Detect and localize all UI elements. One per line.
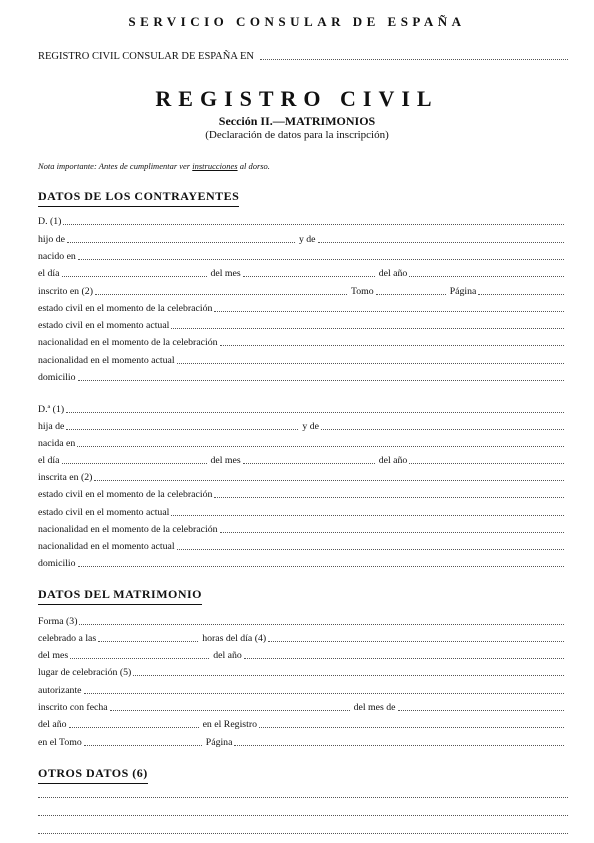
groom-status-celebration-label: estado civil en el momento de la celebración [38,303,213,314]
page-subtitle: (Declaración de datos para la inscripción) [205,129,389,141]
important-note [38,161,270,171]
groom-month-field[interactable] [243,275,375,277]
consular-registry-label: REGISTRO CIVIL CONSULAR DE ESPAÑA EN [38,51,254,62]
bride-status-current-field[interactable] [171,514,564,516]
section-title: Sección II.—MATRIMONIOS [218,114,376,128]
marriage-day-field[interactable] [268,640,564,642]
bride-birthplace-field[interactable] [77,445,564,447]
groom-parents-row [38,231,568,245]
groom-name-row [38,213,568,227]
groom-year-label: del año [378,268,408,279]
bride-parents-row [38,418,568,432]
bride-nationality-current-label: nacionalidad en el momento actual [38,541,175,552]
matrimonio-heading: DATOS DEL MATRIMONIO [38,587,202,605]
bride-nationality-celebration-label: nacionalidad en el momento de la celebración [38,524,218,535]
bride-month-field[interactable] [243,462,375,464]
bride-month-label: del mes [210,455,241,466]
other-data-line-1[interactable] [38,797,568,798]
marriage-form-label: Forma (3) [38,616,78,627]
consular-registry-field[interactable] [260,58,568,60]
registration-page-label: Página [205,737,233,748]
groom-page-label: Página [449,286,477,297]
bride-birthdate-row [38,452,568,466]
marriage-place-field[interactable] [133,674,564,676]
groom-father-field[interactable] [67,241,295,243]
registration-year-label: del año [38,719,67,730]
registration-date-label: inscrito con fecha [38,702,108,713]
groom-day-label: el día [38,268,60,279]
registration-date-field[interactable] [110,709,350,711]
groom-status-current-field[interactable] [171,327,564,329]
marriage-place-row [38,664,568,678]
groom-nationality-celebration-row [38,334,568,348]
groom-registered-label: inscrito en (2) [38,286,93,297]
bride-address-label: domicilio [38,558,76,569]
groom-status-current-row [38,317,568,331]
bride-registered-label: inscrita en (2) [38,472,93,483]
marriage-year-field[interactable] [244,657,564,659]
groom-address-row [38,369,568,383]
groom-year-field[interactable] [409,275,564,277]
marriage-hour-field[interactable] [98,640,198,642]
bride-address-row [38,555,568,569]
bride-year-field[interactable] [409,462,564,464]
groom-tomo-field[interactable] [376,293,446,295]
other-data-line-2[interactable] [38,815,568,816]
groom-tomo-label: Tomo [350,286,374,297]
registration-volume-row [38,734,568,748]
registration-date-row [38,699,568,713]
bride-nationality-celebration-field[interactable] [220,531,564,533]
bride-registration-row [38,469,568,483]
groom-status-celebration-field[interactable] [214,310,564,312]
registration-month-label: del mes de [353,702,396,713]
bride-father-field[interactable] [66,428,298,430]
registration-year-field[interactable] [69,726,199,728]
officiant-field[interactable] [84,692,564,694]
groom-registration-row [38,283,568,297]
groom-month-label: del mes [210,268,241,279]
registration-page-field[interactable] [234,744,564,746]
bride-registered-field[interactable] [94,479,564,481]
groom-page-field[interactable] [478,293,564,295]
groom-status-current-label: estado civil en el momento actual [38,320,170,331]
groom-nationality-current-field[interactable] [177,362,564,364]
marriage-time-row [38,630,568,644]
officiant-row [38,682,568,696]
groom-nationality-current-label: nacionalidad en el momento actual [38,355,175,366]
bride-year-label: del año [378,455,408,466]
registration-registry-row [38,716,568,730]
note-suffix: al dorso. [237,161,270,171]
bride-address-field[interactable] [78,565,564,567]
bride-nationality-celebration-row [38,521,568,535]
bride-name-row [38,401,568,415]
registry-field[interactable] [259,726,564,728]
bride-name-label: D.ª (1) [38,404,65,415]
groom-day-field[interactable] [62,275,207,277]
groom-nationality-celebration-label: nacionalidad en el momento de la celebración [38,337,218,348]
groom-birthplace-row [38,248,568,262]
groom-status-celebration-row [38,300,568,314]
marriage-place-label: lugar de celebración (5) [38,667,132,678]
bride-status-celebration-row [38,486,568,500]
marriage-year-label: del año [213,650,242,661]
marriage-hour-label: celebrado a las [38,633,97,644]
bride-nationality-current-row [38,538,568,552]
other-data-line-3[interactable] [38,833,568,834]
bride-status-celebration-label: estado civil en el momento de la celebración [38,489,213,500]
groom-nationality-celebration-field[interactable] [220,344,564,346]
registration-month-field[interactable] [398,709,564,711]
bride-birthplace-row [38,435,568,449]
bride-mother-field[interactable] [321,428,564,430]
otros-heading: OTROS DATOS (6) [38,766,148,784]
bride-day-label: el día [38,455,60,466]
marriage-day-label: horas del día (4) [202,633,267,644]
contrayentes-heading: DATOS DE LOS CONTRAYENTES [38,189,239,207]
marriage-month-field[interactable] [70,657,209,659]
bride-status-current-label: estado civil en el momento actual [38,507,170,518]
bride-mother-label: y de [302,421,319,432]
groom-birthdate-row [38,265,568,279]
groom-father-label: hijo de [38,234,65,245]
groom-address-field[interactable] [78,379,564,381]
bride-name-field[interactable] [66,411,564,413]
page-title: REGISTRO CIVIL [155,86,439,111]
groom-name-field[interactable] [63,223,564,225]
note-prefix: Nota importante: Antes de cumplimentar ver [38,161,193,171]
volume-label: en el Tomo [38,737,82,748]
groom-address-label: domicilio [38,372,76,383]
groom-birthplace-field[interactable] [78,258,564,260]
groom-mother-field[interactable] [318,241,564,243]
instructions-link[interactable]: instrucciones [192,161,238,171]
groom-registered-field[interactable] [95,293,347,295]
consular-service-header: SERVICIO CONSULAR DE ESPAÑA [128,14,466,29]
marriage-month-label: del mes [38,650,69,661]
bride-status-celebration-field[interactable] [214,496,564,498]
registry-label: en el Registro [202,719,257,730]
groom-birthplace-label: nacido en [38,251,76,262]
bride-nationality-current-field[interactable] [177,548,564,550]
officiant-label: autorizante [38,685,82,696]
consular-registry-line [38,51,568,62]
bride-status-current-row [38,504,568,518]
groom-mother-label: y de [298,234,316,245]
groom-name-label: D. (1) [38,216,62,227]
marriage-month-row [38,647,568,661]
bride-birthplace-label: nacida en [38,438,76,449]
volume-field[interactable] [84,744,202,746]
marriage-form-row [38,613,568,627]
groom-nationality-current-row [38,352,568,366]
bride-father-label: hija de [38,421,65,432]
bride-day-field[interactable] [62,462,207,464]
marriage-form-field[interactable] [79,623,564,625]
